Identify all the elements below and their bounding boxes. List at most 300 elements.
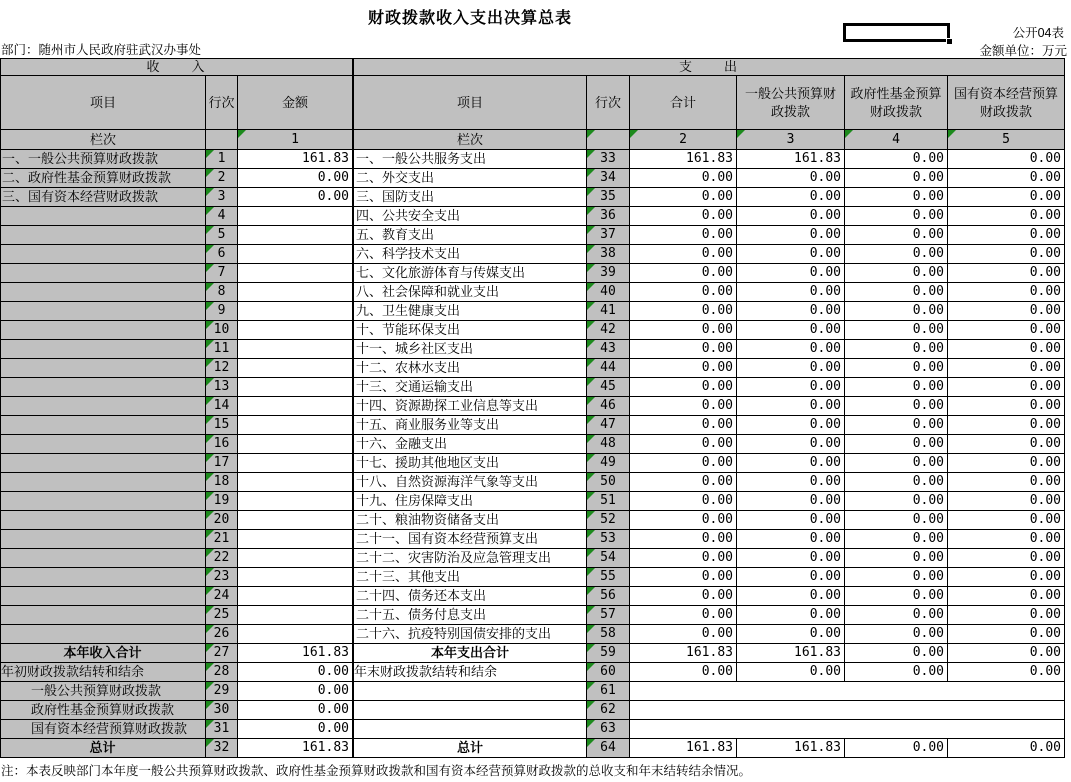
expense-state-capital-cell[interactable]: 0.00	[948, 245, 1065, 264]
expense-gov-fund-cell[interactable]: 0.00	[845, 492, 948, 511]
expense-general-budget-cell[interactable]	[737, 720, 845, 739]
expense-general-budget-cell[interactable]: 0.00	[737, 169, 845, 188]
income-item-cell[interactable]	[1, 283, 206, 302]
income-item-cell[interactable]: 总计	[1, 739, 206, 758]
expense-general-budget-cell[interactable]: 0.00	[737, 606, 845, 625]
income-amount-cell[interactable]	[238, 454, 353, 473]
expense-total-cell[interactable]: 161.83	[630, 644, 737, 663]
expense-total-cell[interactable]: 0.00	[630, 473, 737, 492]
expense-gov-fund-header[interactable]: 政府性基金预算财政拨款	[845, 76, 948, 130]
income-line-cell[interactable]: 31	[206, 720, 238, 739]
expense-line-cell[interactable]: 56	[587, 587, 630, 606]
income-lanci-col1[interactable]: 1	[238, 130, 353, 150]
expense-general-budget-cell[interactable]: 0.00	[737, 302, 845, 321]
income-amount-cell[interactable]	[238, 549, 353, 568]
expense-gov-fund-cell[interactable]: 0.00	[845, 739, 948, 758]
expense-line-cell[interactable]: 51	[587, 492, 630, 511]
expense-lanci-col2[interactable]: 2	[630, 130, 737, 150]
expense-line-cell[interactable]: 48	[587, 435, 630, 454]
expense-general-budget-cell[interactable]: 0.00	[737, 397, 845, 416]
expense-gov-fund-cell[interactable]: 0.00	[845, 663, 948, 682]
income-amount-cell[interactable]: 0.00	[238, 169, 353, 188]
expense-line-cell[interactable]: 54	[587, 549, 630, 568]
income-line-cell[interactable]: 15	[206, 416, 238, 435]
income-line-header[interactable]: 行次	[206, 76, 238, 130]
expense-line-cell[interactable]: 44	[587, 359, 630, 378]
income-amount-cell[interactable]	[238, 416, 353, 435]
expense-general-budget-cell[interactable]: 0.00	[737, 321, 845, 340]
income-item-cell[interactable]: 三、国有资本经营财政拨款	[1, 188, 206, 207]
income-line-cell[interactable]: 16	[206, 435, 238, 454]
income-amount-cell[interactable]	[238, 625, 353, 644]
expense-total-cell[interactable]: 0.00	[630, 321, 737, 340]
expense-state-capital-header[interactable]: 国有资本经营预算财政拨款	[948, 76, 1065, 130]
expense-state-capital-cell[interactable]: 0.00	[948, 606, 1065, 625]
expense-item-cell[interactable]: 二十一、国有资本经营预算支出	[354, 530, 587, 549]
expense-general-budget-cell[interactable]: 0.00	[737, 188, 845, 207]
expense-general-budget-header[interactable]: 一般公共预算财政拨款	[737, 76, 845, 130]
expense-state-capital-cell[interactable]: 0.00	[948, 378, 1065, 397]
expense-total-cell[interactable]: 0.00	[630, 188, 737, 207]
expense-gov-fund-cell[interactable]: 0.00	[845, 188, 948, 207]
expense-total-cell[interactable]: 0.00	[630, 226, 737, 245]
income-amount-cell[interactable]	[238, 530, 353, 549]
expense-state-capital-cell[interactable]: 0.00	[948, 226, 1065, 245]
expense-general-budget-cell[interactable]: 0.00	[737, 226, 845, 245]
expense-general-budget-cell[interactable]: 0.00	[737, 473, 845, 492]
expense-state-capital-cell[interactable]: 0.00	[948, 207, 1065, 226]
expense-gov-fund-cell[interactable]: 0.00	[845, 302, 948, 321]
expense-state-capital-cell[interactable]: 0.00	[948, 416, 1065, 435]
expense-item-cell[interactable]: 一、一般公共服务支出	[354, 150, 587, 169]
income-item-cell[interactable]	[1, 416, 206, 435]
expense-general-budget-cell[interactable]: 0.00	[737, 568, 845, 587]
expense-line-cell[interactable]: 39	[587, 264, 630, 283]
expense-gov-fund-cell[interactable]: 0.00	[845, 169, 948, 188]
expense-gov-fund-cell[interactable]: 0.00	[845, 245, 948, 264]
expense-item-cell[interactable]: 十一、城乡社区支出	[354, 340, 587, 359]
expense-gov-fund-cell[interactable]: 0.00	[845, 606, 948, 625]
income-item-cell[interactable]: 年初财政拨款结转和结余	[1, 663, 206, 682]
expense-item-cell[interactable]: 二十、粮油物资储备支出	[354, 511, 587, 530]
expense-gov-fund-cell[interactable]	[845, 720, 948, 739]
income-amount-cell[interactable]: 0.00	[238, 663, 353, 682]
expense-general-budget-cell[interactable]: 0.00	[737, 435, 845, 454]
expense-item-cell[interactable]: 十、节能环保支出	[354, 321, 587, 340]
expense-line-cell[interactable]: 45	[587, 378, 630, 397]
expense-state-capital-cell[interactable]: 0.00	[948, 492, 1065, 511]
expense-item-cell[interactable]: 总计	[354, 739, 587, 758]
expense-state-capital-cell[interactable]: 0.00	[948, 169, 1065, 188]
expense-general-budget-cell[interactable]: 161.83	[737, 739, 845, 758]
expense-general-budget-cell[interactable]: 0.00	[737, 530, 845, 549]
expense-line-cell[interactable]: 37	[587, 226, 630, 245]
expense-state-capital-cell[interactable]	[948, 682, 1065, 701]
income-item-cell[interactable]	[1, 359, 206, 378]
expense-item-cell[interactable]: 二十三、其他支出	[354, 568, 587, 587]
expense-state-capital-cell[interactable]: 0.00	[948, 150, 1065, 169]
expense-general-budget-cell[interactable]: 0.00	[737, 416, 845, 435]
income-line-cell[interactable]: 10	[206, 321, 238, 340]
expense-general-budget-cell[interactable]: 0.00	[737, 378, 845, 397]
income-amount-cell[interactable]	[238, 264, 353, 283]
income-amount-cell[interactable]: 161.83	[238, 739, 353, 758]
expense-total-cell[interactable]: 0.00	[630, 397, 737, 416]
expense-line-cell[interactable]: 38	[587, 245, 630, 264]
income-item-cell[interactable]	[1, 606, 206, 625]
expense-total-cell[interactable]: 0.00	[630, 606, 737, 625]
income-line-cell[interactable]: 3	[206, 188, 238, 207]
income-line-cell[interactable]: 23	[206, 568, 238, 587]
expense-item-cell[interactable]: 十六、金融支出	[354, 435, 587, 454]
income-amount-cell[interactable]	[238, 606, 353, 625]
expense-total-cell[interactable]: 0.00	[630, 625, 737, 644]
expense-state-capital-cell[interactable]: 0.00	[948, 454, 1065, 473]
expense-gov-fund-cell[interactable]: 0.00	[845, 283, 948, 302]
expense-general-budget-cell[interactable]: 161.83	[737, 150, 845, 169]
income-amount-cell[interactable]	[238, 378, 353, 397]
income-line-cell[interactable]: 30	[206, 701, 238, 720]
expense-state-capital-cell[interactable]: 0.00	[948, 663, 1065, 682]
expense-general-budget-cell[interactable]: 0.00	[737, 207, 845, 226]
income-item-cell[interactable]	[1, 587, 206, 606]
expense-item-cell[interactable]: 二十六、抗疫特别国债安排的支出	[354, 625, 587, 644]
income-line-cell[interactable]: 9	[206, 302, 238, 321]
expense-line-cell[interactable]: 43	[587, 340, 630, 359]
expense-line-cell[interactable]: 46	[587, 397, 630, 416]
income-line-cell[interactable]: 4	[206, 207, 238, 226]
income-amount-cell[interactable]: 161.83	[238, 644, 353, 663]
income-lanci-label[interactable]: 栏次	[1, 130, 206, 150]
expense-item-cell[interactable]: 年末财政拨款结转和结余	[354, 663, 587, 682]
expense-item-cell[interactable]	[354, 682, 587, 701]
income-line-cell[interactable]: 27	[206, 644, 238, 663]
income-item-cell[interactable]	[1, 625, 206, 644]
income-item-header[interactable]: 项目	[1, 76, 206, 130]
income-line-cell[interactable]: 7	[206, 264, 238, 283]
expense-total-cell[interactable]: 0.00	[630, 264, 737, 283]
expense-section-header[interactable]: 支 出	[354, 59, 1065, 76]
income-item-cell[interactable]: 国有资本经营预算财政拨款	[1, 720, 206, 739]
expense-item-cell[interactable]	[354, 701, 587, 720]
expense-general-budget-cell[interactable]: 0.00	[737, 511, 845, 530]
income-item-cell[interactable]	[1, 454, 206, 473]
income-item-cell[interactable]	[1, 568, 206, 587]
income-item-cell[interactable]: 一、一般公共预算财政拨款	[1, 150, 206, 169]
income-line-cell[interactable]: 11	[206, 340, 238, 359]
expense-gov-fund-cell[interactable]	[845, 682, 948, 701]
expense-general-budget-cell[interactable]: 0.00	[737, 587, 845, 606]
income-line-cell[interactable]: 1	[206, 150, 238, 169]
expense-lanci-line-cell[interactable]	[587, 130, 630, 150]
expense-line-cell[interactable]: 33	[587, 150, 630, 169]
income-amount-cell[interactable]	[238, 511, 353, 530]
income-amount-cell[interactable]: 161.83	[238, 150, 353, 169]
expense-item-cell[interactable]: 十四、资源勘探工业信息等支出	[354, 397, 587, 416]
expense-line-cell[interactable]: 36	[587, 207, 630, 226]
expense-total-cell[interactable]: 0.00	[630, 245, 737, 264]
expense-item-cell[interactable]: 六、科学技术支出	[354, 245, 587, 264]
expense-total-cell[interactable]: 0.00	[630, 283, 737, 302]
expense-general-budget-cell[interactable]: 0.00	[737, 340, 845, 359]
expense-gov-fund-cell[interactable]: 0.00	[845, 530, 948, 549]
expense-total-cell[interactable]: 161.83	[630, 150, 737, 169]
expense-total-header[interactable]: 合计	[630, 76, 737, 130]
income-line-cell[interactable]: 12	[206, 359, 238, 378]
income-line-cell[interactable]: 14	[206, 397, 238, 416]
expense-gov-fund-cell[interactable]: 0.00	[845, 378, 948, 397]
expense-total-cell[interactable]: 0.00	[630, 549, 737, 568]
income-amount-cell[interactable]	[238, 568, 353, 587]
income-item-cell[interactable]	[1, 378, 206, 397]
expense-total-cell[interactable]: 0.00	[630, 416, 737, 435]
expense-gov-fund-cell[interactable]: 0.00	[845, 473, 948, 492]
expense-gov-fund-cell[interactable]: 0.00	[845, 435, 948, 454]
expense-total-cell[interactable]: 0.00	[630, 511, 737, 530]
expense-line-cell[interactable]: 52	[587, 511, 630, 530]
income-item-cell[interactable]	[1, 321, 206, 340]
income-amount-cell[interactable]	[238, 587, 353, 606]
expense-gov-fund-cell[interactable]	[845, 701, 948, 720]
income-line-cell[interactable]: 24	[206, 587, 238, 606]
expense-line-cell[interactable]: 35	[587, 188, 630, 207]
expense-line-cell[interactable]: 47	[587, 416, 630, 435]
expense-general-budget-cell[interactable]: 0.00	[737, 359, 845, 378]
expense-line-cell[interactable]: 62	[587, 701, 630, 720]
expense-total-cell[interactable]: 0.00	[630, 378, 737, 397]
expense-item-cell[interactable]: 十八、自然资源海洋气象等支出	[354, 473, 587, 492]
fill-handle-icon[interactable]	[946, 38, 952, 44]
expense-item-cell[interactable]: 七、文化旅游体育与传媒支出	[354, 264, 587, 283]
income-amount-cell[interactable]	[238, 245, 353, 264]
expense-gov-fund-cell[interactable]: 0.00	[845, 340, 948, 359]
expense-total-cell[interactable]: 0.00	[630, 359, 737, 378]
expense-total-cell[interactable]: 0.00	[630, 302, 737, 321]
expense-item-cell[interactable]: 十九、住房保障支出	[354, 492, 587, 511]
expense-gov-fund-cell[interactable]: 0.00	[845, 264, 948, 283]
expense-gov-fund-cell[interactable]: 0.00	[845, 321, 948, 340]
expense-item-cell[interactable]: 九、卫生健康支出	[354, 302, 587, 321]
expense-line-cell[interactable]: 50	[587, 473, 630, 492]
income-amount-cell[interactable]: 0.00	[238, 188, 353, 207]
income-amount-cell[interactable]	[238, 359, 353, 378]
income-amount-cell[interactable]: 0.00	[238, 682, 353, 701]
expense-total-cell[interactable]: 0.00	[630, 207, 737, 226]
expense-line-cell[interactable]: 40	[587, 283, 630, 302]
expense-line-cell[interactable]: 64	[587, 739, 630, 758]
expense-gov-fund-cell[interactable]: 0.00	[845, 644, 948, 663]
expense-item-cell[interactable]	[354, 720, 587, 739]
expense-general-budget-cell[interactable]: 0.00	[737, 492, 845, 511]
expense-item-cell[interactable]: 十七、援助其他地区支出	[354, 454, 587, 473]
expense-state-capital-cell[interactable]: 0.00	[948, 340, 1065, 359]
income-item-cell[interactable]	[1, 492, 206, 511]
expense-gov-fund-cell[interactable]: 0.00	[845, 549, 948, 568]
expense-total-cell[interactable]: 0.00	[630, 530, 737, 549]
expense-total-cell[interactable]: 0.00	[630, 492, 737, 511]
expense-total-cell[interactable]: 0.00	[630, 454, 737, 473]
expense-item-cell[interactable]: 二十二、灾害防治及应急管理支出	[354, 549, 587, 568]
expense-gov-fund-cell[interactable]: 0.00	[845, 150, 948, 169]
expense-item-cell[interactable]: 四、公共安全支出	[354, 207, 587, 226]
income-item-cell[interactable]	[1, 340, 206, 359]
expense-total-cell[interactable]	[630, 720, 737, 739]
expense-state-capital-cell[interactable]: 0.00	[948, 625, 1065, 644]
expense-item-cell[interactable]: 八、社会保障和就业支出	[354, 283, 587, 302]
expense-state-capital-cell[interactable]: 0.00	[948, 511, 1065, 530]
income-line-cell[interactable]: 18	[206, 473, 238, 492]
expense-item-cell[interactable]: 十三、交通运输支出	[354, 378, 587, 397]
cell-selection-box[interactable]	[843, 23, 950, 42]
expense-state-capital-cell[interactable]	[948, 701, 1065, 720]
expense-general-budget-cell[interactable]: 161.83	[737, 644, 845, 663]
expense-state-capital-cell[interactable]: 0.00	[948, 359, 1065, 378]
income-line-cell[interactable]: 26	[206, 625, 238, 644]
expense-gov-fund-cell[interactable]: 0.00	[845, 207, 948, 226]
income-line-cell[interactable]: 13	[206, 378, 238, 397]
income-amount-cell[interactable]	[238, 435, 353, 454]
expense-line-cell[interactable]: 34	[587, 169, 630, 188]
expense-line-cell[interactable]: 63	[587, 720, 630, 739]
expense-state-capital-cell[interactable]: 0.00	[948, 644, 1065, 663]
expense-gov-fund-cell[interactable]: 0.00	[845, 416, 948, 435]
income-line-cell[interactable]: 6	[206, 245, 238, 264]
income-line-cell[interactable]: 8	[206, 283, 238, 302]
expense-line-cell[interactable]: 49	[587, 454, 630, 473]
expense-lanci-label[interactable]: 栏次	[354, 130, 587, 150]
expense-line-cell[interactable]: 61	[587, 682, 630, 701]
expense-state-capital-cell[interactable]: 0.00	[948, 739, 1065, 758]
expense-gov-fund-cell[interactable]: 0.00	[845, 568, 948, 587]
income-item-cell[interactable]: 本年收入合计	[1, 644, 206, 663]
expense-state-capital-cell[interactable]: 0.00	[948, 302, 1065, 321]
expense-item-cell[interactable]: 本年支出合计	[354, 644, 587, 663]
expense-total-cell[interactable]	[630, 682, 737, 701]
expense-gov-fund-cell[interactable]: 0.00	[845, 625, 948, 644]
income-item-cell[interactable]	[1, 207, 206, 226]
expense-line-cell[interactable]: 60	[587, 663, 630, 682]
expense-item-cell[interactable]: 三、国防支出	[354, 188, 587, 207]
expense-general-budget-cell[interactable]: 0.00	[737, 625, 845, 644]
income-amount-cell[interactable]	[238, 207, 353, 226]
income-line-cell[interactable]: 5	[206, 226, 238, 245]
expense-total-cell[interactable]: 0.00	[630, 663, 737, 682]
expense-state-capital-cell[interactable]: 0.00	[948, 188, 1065, 207]
income-item-cell[interactable]	[1, 226, 206, 245]
expense-total-cell[interactable]: 0.00	[630, 435, 737, 454]
income-amount-cell[interactable]	[238, 321, 353, 340]
expense-line-cell[interactable]: 42	[587, 321, 630, 340]
expense-line-cell[interactable]: 59	[587, 644, 630, 663]
expense-line-cell[interactable]: 55	[587, 568, 630, 587]
income-line-cell[interactable]: 22	[206, 549, 238, 568]
expense-state-capital-cell[interactable]: 0.00	[948, 435, 1065, 454]
income-item-cell[interactable]	[1, 435, 206, 454]
expense-gov-fund-cell[interactable]: 0.00	[845, 359, 948, 378]
income-amount-cell[interactable]	[238, 340, 353, 359]
expense-total-cell[interactable]: 161.83	[630, 739, 737, 758]
expense-state-capital-cell[interactable]: 0.00	[948, 549, 1065, 568]
expense-state-capital-cell[interactable]: 0.00	[948, 473, 1065, 492]
expense-line-cell[interactable]: 41	[587, 302, 630, 321]
income-item-cell[interactable]	[1, 245, 206, 264]
income-line-cell[interactable]: 25	[206, 606, 238, 625]
expense-state-capital-cell[interactable]: 0.00	[948, 283, 1065, 302]
expense-state-capital-cell[interactable]: 0.00	[948, 397, 1065, 416]
expense-general-budget-cell[interactable]: 0.00	[737, 264, 845, 283]
expense-state-capital-cell[interactable]: 0.00	[948, 568, 1065, 587]
expense-lanci-col5[interactable]: 5	[948, 130, 1065, 150]
income-amount-header[interactable]: 金额	[238, 76, 353, 130]
income-line-cell[interactable]: 2	[206, 169, 238, 188]
income-item-cell[interactable]	[1, 302, 206, 321]
income-item-cell[interactable]	[1, 264, 206, 283]
expense-item-cell[interactable]: 五、教育支出	[354, 226, 587, 245]
expense-total-cell[interactable]: 0.00	[630, 568, 737, 587]
expense-item-cell[interactable]: 二、外交支出	[354, 169, 587, 188]
income-item-cell[interactable]	[1, 397, 206, 416]
expense-lanci-col3[interactable]: 3	[737, 130, 845, 150]
income-amount-cell[interactable]: 0.00	[238, 720, 353, 739]
income-item-cell[interactable]: 二、政府性基金预算财政拨款	[1, 169, 206, 188]
expense-gov-fund-cell[interactable]: 0.00	[845, 226, 948, 245]
expense-item-cell[interactable]: 十二、农林水支出	[354, 359, 587, 378]
income-item-cell[interactable]	[1, 511, 206, 530]
income-amount-cell[interactable]	[238, 226, 353, 245]
income-item-cell[interactable]	[1, 530, 206, 549]
income-amount-cell[interactable]	[238, 283, 353, 302]
expense-state-capital-cell[interactable]	[948, 720, 1065, 739]
expense-state-capital-cell[interactable]: 0.00	[948, 321, 1065, 340]
expense-state-capital-cell[interactable]: 0.00	[948, 587, 1065, 606]
income-section-header[interactable]: 收 入	[1, 59, 353, 76]
expense-general-budget-cell[interactable]: 0.00	[737, 549, 845, 568]
expense-gov-fund-cell[interactable]: 0.00	[845, 397, 948, 416]
expense-line-header[interactable]: 行次	[587, 76, 630, 130]
income-item-cell[interactable]: 政府性基金预算财政拨款	[1, 701, 206, 720]
income-line-cell[interactable]: 21	[206, 530, 238, 549]
income-amount-cell[interactable]	[238, 492, 353, 511]
expense-general-budget-cell[interactable]: 0.00	[737, 283, 845, 302]
expense-item-cell[interactable]: 十五、商业服务业等支出	[354, 416, 587, 435]
expense-general-budget-cell[interactable]: 0.00	[737, 245, 845, 264]
expense-general-budget-cell[interactable]: 0.00	[737, 663, 845, 682]
expense-gov-fund-cell[interactable]: 0.00	[845, 587, 948, 606]
expense-line-cell[interactable]: 57	[587, 606, 630, 625]
income-line-cell[interactable]: 19	[206, 492, 238, 511]
income-item-cell[interactable]	[1, 473, 206, 492]
expense-total-cell[interactable]: 0.00	[630, 340, 737, 359]
income-amount-cell[interactable]	[238, 397, 353, 416]
income-line-cell[interactable]: 28	[206, 663, 238, 682]
expense-general-budget-cell[interactable]	[737, 682, 845, 701]
income-lanci-line-cell[interactable]	[206, 130, 238, 150]
expense-item-cell[interactable]: 二十四、债务还本支出	[354, 587, 587, 606]
expense-item-cell[interactable]: 二十五、债务付息支出	[354, 606, 587, 625]
expense-total-cell[interactable]	[630, 701, 737, 720]
expense-total-cell[interactable]: 0.00	[630, 587, 737, 606]
expense-line-cell[interactable]: 53	[587, 530, 630, 549]
income-item-cell[interactable]: 一般公共预算财政拨款	[1, 682, 206, 701]
income-line-cell[interactable]: 17	[206, 454, 238, 473]
expense-item-header[interactable]: 项目	[354, 76, 587, 130]
income-amount-cell[interactable]	[238, 473, 353, 492]
expense-gov-fund-cell[interactable]: 0.00	[845, 511, 948, 530]
income-line-cell[interactable]: 20	[206, 511, 238, 530]
income-amount-cell[interactable]	[238, 302, 353, 321]
income-line-cell[interactable]: 32	[206, 739, 238, 758]
income-item-cell[interactable]	[1, 549, 206, 568]
